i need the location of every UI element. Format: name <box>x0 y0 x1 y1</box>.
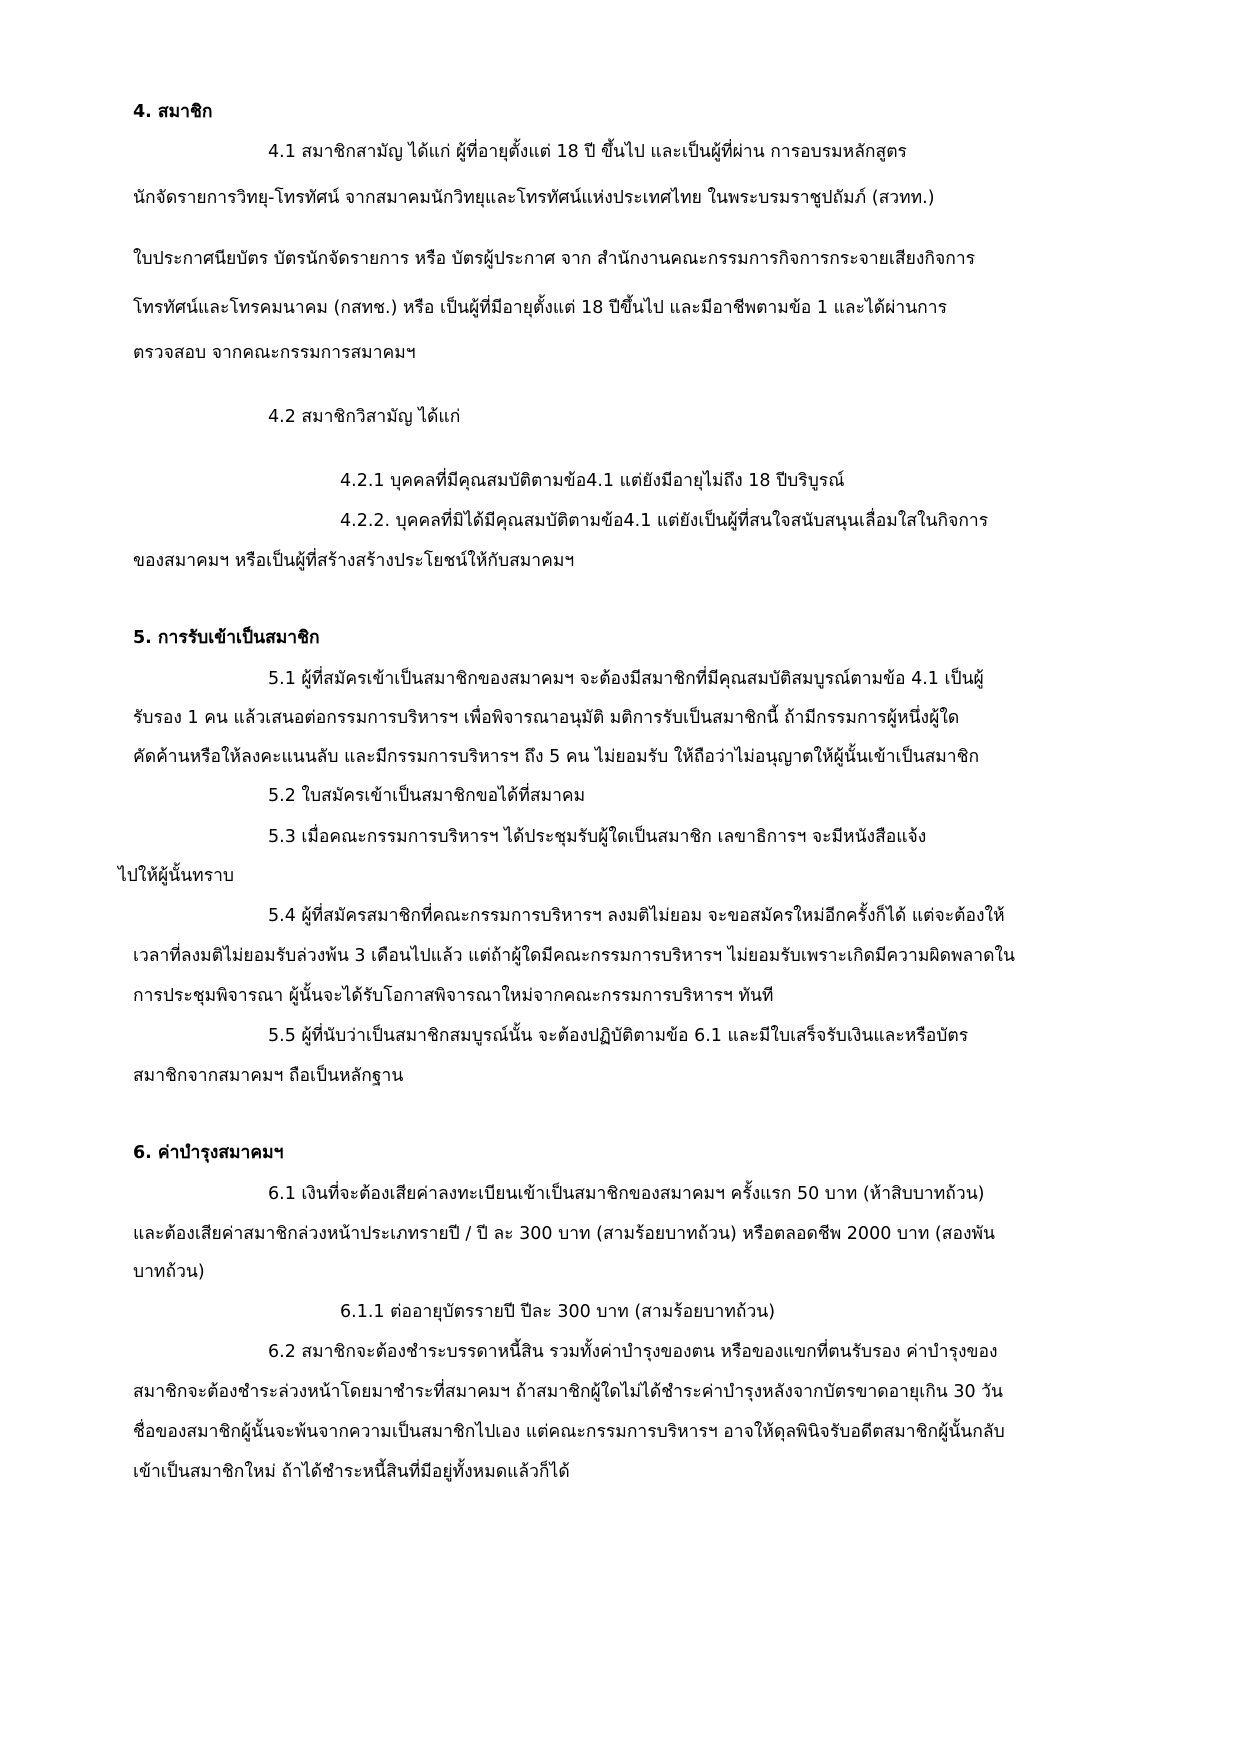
paragraph-line: 5.1 ผู้ที่สมัครเข้าเป็นสมาชิกของสมาคมฯ จะต้องมีสมาชิกที่มีคุณสมบัติสมบูรณ์ตามข้อ 4.1 เป็นผู้ <box>268 669 984 689</box>
paragraph-line: ใบประกาศนียบัตร บัตรนักจัดรายการ หรือ บัตรผู้ประกาศ จาก สำนักงานคณะกรรมการกิจการกระจายเสียงกิจการ <box>133 249 976 269</box>
paragraph-line: สมาชิกจะต้องชำระล่วงหน้าโดยมาชำระที่สมาคมฯ ถ้าสมาชิกผู้ใดไม่ได้ชำระค่าบำรุงหลังจากบัตรขาดอายุเกิน 30 วัน <box>133 1382 1003 1402</box>
paragraph-line: คัดค้านหรือให้ลงคะแนนลับ และมีกรรมการบริหารฯ ถึง 5 คน ไม่ยอมรับ ให้ถือว่าไม่อนุญาตให้ผู้นั้นเข้าเป็นสมาชิก <box>133 747 980 767</box>
paragraph-line: 5.4 ผู้ที่สมัครสมาชิกที่คณะกรรมการบริหารฯ ลงมติไม่ยอม จะขอสมัครใหม่อีกครั้งก็ได้ แต่จะต้องให้ <box>268 906 1005 926</box>
section-heading: 4. สมาชิก <box>133 102 213 122</box>
paragraph-line: บาทถ้วน) <box>133 1262 205 1282</box>
section-heading: 6. ค่าบำรุงสมาคมฯ <box>133 1143 284 1163</box>
paragraph-line: 4.2.1 บุคคลที่มีคุณสมบัติตามข้อ4.1 แต่ยังมีอายุไม่ถึง 18 ปีบริบูรณ์ <box>340 471 845 491</box>
paragraph-line: ของสมาคมฯ หรือเป็นผู้ที่สร้างสร้างประโยชน์ให้กับสมาคมฯ <box>133 551 575 571</box>
paragraph-line: 4.1 สมาชิกสามัญ ได้แก่ ผู้ที่อายุตั้งแต่ 18 ปี ขึ้นไป และเป็นผู้ที่ผ่าน การอบรมหลักสูตร <box>268 142 907 162</box>
paragraph-line: 5.5 ผู้ที่นับว่าเป็นสมาชิกสมบูรณ์นั้น จะต้องปฏิบัติตามข้อ 6.1 และมีใบเสร็จรับเงินและหรือบัตร <box>268 1026 969 1046</box>
paragraph-line: 6.1.1 ต่ออายุบัตรรายปี ปีละ 300 บาท (สามร้อยบาทถ้วน) <box>340 1302 776 1322</box>
paragraph-line: โทรทัศน์และโทรคมนาคม (กสทช.) หรือ เป็นผู้ที่มีอายุตั้งแต่ 18 ปีขึ้นไป และมีอาชีพตามข้อ 1 และได้ผ่านการ <box>133 298 947 318</box>
paragraph-line: 6.1 เงินที่จะต้องเสียค่าลงทะเบียนเข้าเป็นสมาชิกของสมาคมฯ ครั้งแรก 50 บาท (ห้าสิบบาทถ้วน) <box>268 1184 985 1204</box>
paragraph-line: การประชุมพิจารณา ผู้นั้นจะได้รับโอกาสพิจารณาใหม่จากคณะกรรมการบริหารฯ ทันที <box>133 986 774 1006</box>
paragraph-line: 5.2 ใบสมัครเข้าเป็นสมาชิกขอได้ที่สมาคม <box>268 786 586 806</box>
paragraph-line: 4.2.2. บุคคลที่มิได้มีคุณสมบัติตามข้อ4.1 แต่ยังเป็นผู้ที่สนใจสนับสนุนเลื่อมใสในกิจการ <box>340 511 989 531</box>
paragraph-line: ตรวจสอบ จากคณะกรรมการสมาคมฯ <box>133 343 416 363</box>
paragraph-line: นักจัดรายการวิทยุ-โทรทัศน์ จากสมาคมนักวิทยุและโทรทัศน์แห่งประเทศไทย ในพระบรมราชูปถัมภ์ (สวทท.) <box>133 188 935 208</box>
paragraph-line: ชื่อของสมาชิกผู้นั้นจะพ้นจากความเป็นสมาชิกไปเอง แต่คณะกรรมการบริหารฯ อาจให้ดุลพินิจรับอดีตสมาชิกผู้นั้นกลับ <box>133 1422 1005 1442</box>
paragraph-line: ไปให้ผู้นั้นทราบ <box>118 866 235 886</box>
paragraph-line: สมาชิกจากสมาคมฯ ถือเป็นหลักฐาน <box>133 1066 404 1086</box>
section-heading: 5. การรับเข้าเป็นสมาชิก <box>133 628 320 648</box>
paragraph-line: 5.3 เมื่อคณะกรรมการบริหารฯ ได้ประชุมรับผู้ใดเป็นสมาชิก เลขาธิการฯ จะมีหนังสือแจ้ง <box>268 827 927 847</box>
paragraph-line: 4.2 สมาชิกวิสามัญ ได้แก่ <box>268 407 461 427</box>
paragraph-line: 6.2 สมาชิกจะต้องชำระบรรดาหนี้สิน รวมทั้งค่าบำรุงของตน หรือของแขกที่ตนรับรอง ค่าบำรุงของ <box>268 1342 998 1362</box>
paragraph-line: เวลาที่ลงมติไม่ยอมรับล่วงพ้น 3 เดือนไปแล้ว แต่ถ้าผู้ใดมีคณะกรรมการบริหารฯ ไม่ยอมรับเพราะเกิดมีความผิดพลาดใน <box>133 946 1015 966</box>
paragraph-line: เข้าเป็นสมาชิกใหม่ ถ้าได้ชำระหนี้สินที่มีอยู่ทั้งหมดแล้วก็ได้ <box>133 1462 570 1482</box>
paragraph-line: รับรอง 1 คน แล้วเสนอต่อกรรมการบริหารฯ เพื่อพิจารณาอนุมัติ มติการรับเป็นสมาชิกนี้ ถ้ามีกรรมการผู้หนึ่งผู้ใด <box>133 708 960 728</box>
paragraph-line: และต้องเสียค่าสมาชิกล่วงหน้าประเภทรายปี / ปี ละ 300 บาท (สามร้อยบาทถ้วน) หรือตลอดชีพ 2000 บาท (สองพัน <box>133 1224 995 1244</box>
